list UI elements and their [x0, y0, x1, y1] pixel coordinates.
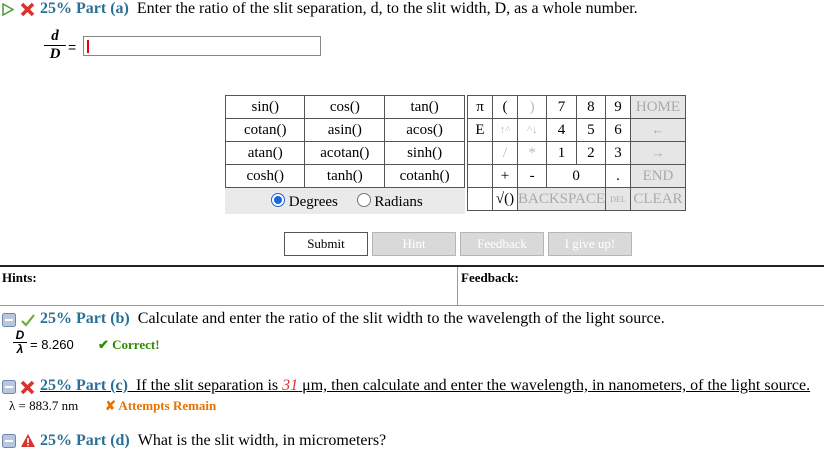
- function-row: [226, 96, 465, 119]
- feedback-button[interactable]: Feedback: [460, 232, 544, 256]
- submit-button[interactable]: Submit: [284, 232, 368, 256]
- part-d-label: Part (d): [76, 432, 130, 449]
- keypad: [467, 95, 686, 211]
- key-6[interactable]: 6: [605, 119, 630, 142]
- cosh-button[interactable]: cosh(): [226, 165, 305, 188]
- acos-button[interactable]: acos(): [385, 119, 465, 142]
- part-a-score: 25%: [40, 0, 72, 17]
- pi-key[interactable]: π: [468, 96, 493, 119]
- key-0[interactable]: 0: [547, 165, 606, 188]
- collapse-icon[interactable]: [2, 380, 16, 399]
- right-arrow-key[interactable]: →: [630, 142, 685, 165]
- frac-denominator: λ: [16, 342, 24, 356]
- part-c-value: 31: [282, 377, 299, 394]
- part-b-answer: = 8.260: [30, 337, 74, 352]
- part-c-answer: λ = 883.7 nm: [9, 398, 79, 413]
- plus-key[interactable]: +: [493, 165, 518, 188]
- part-b-score: 25%: [40, 310, 72, 327]
- panel-divider-top: [0, 265, 824, 267]
- tanh-button[interactable]: tanh(): [305, 165, 385, 188]
- equals-sign: =: [68, 39, 77, 55]
- up-arrow-key[interactable]: ↑^: [493, 119, 518, 142]
- part-d-score: 25%: [40, 432, 72, 449]
- collapse-icon[interactable]: [2, 434, 16, 453]
- right-paren-key[interactable]: ): [518, 96, 547, 119]
- sinh-button[interactable]: sinh(): [385, 142, 465, 165]
- key-3[interactable]: 3: [605, 142, 630, 165]
- warning-icon: [20, 433, 36, 453]
- key-5[interactable]: 5: [576, 119, 605, 142]
- cotan-button[interactable]: cotan(): [226, 119, 305, 142]
- acotan-button[interactable]: acotan(): [305, 142, 385, 165]
- part-b-prompt: Calculate and enter the ratio of the slit width to the wavelength of the light source.: [137, 310, 665, 327]
- blank-key: [468, 165, 493, 188]
- answer-input[interactable]: [83, 36, 321, 56]
- end-key[interactable]: END: [630, 165, 685, 188]
- part-a-header: [0, 0, 824, 20]
- panel-divider-vertical: [457, 267, 458, 305]
- part-b-fraction: [13, 329, 27, 356]
- left-paren-key[interactable]: (: [493, 96, 518, 119]
- feedback-label: Feedback:: [461, 270, 519, 285]
- blank-key: [468, 142, 493, 165]
- incorrect-x-icon: [20, 380, 35, 400]
- function-grid: [225, 95, 465, 188]
- part-a-fraction: [44, 28, 66, 63]
- sqrt-key[interactable]: √(): [493, 188, 518, 211]
- left-arrow-key[interactable]: ←: [630, 119, 685, 142]
- give-up-button[interactable]: I give up!: [548, 232, 632, 256]
- e-key[interactable]: E: [468, 119, 493, 142]
- part-c-prompt-start: If the slit separation is: [135, 377, 279, 394]
- key-1[interactable]: 1: [547, 142, 576, 165]
- hint-button[interactable]: Hint: [372, 232, 456, 256]
- radians-label: Radians: [374, 194, 423, 210]
- divide-key[interactable]: /: [493, 142, 518, 165]
- frac-numerator: d: [51, 28, 59, 44]
- cos-button[interactable]: cos(): [305, 96, 385, 119]
- asin-button[interactable]: asin(): [305, 119, 385, 142]
- atan-button[interactable]: atan(): [226, 142, 305, 165]
- home-key[interactable]: HOME: [630, 96, 685, 119]
- multiply-key[interactable]: *: [518, 142, 547, 165]
- part-a-label: Part (a): [76, 0, 129, 17]
- function-row: [226, 119, 465, 142]
- down-arrow-key[interactable]: ^↓: [518, 119, 547, 142]
- minus-key[interactable]: -: [518, 165, 547, 188]
- blank-key: [468, 188, 493, 211]
- function-row: [226, 165, 465, 188]
- backspace-key[interactable]: BACKSPACE: [518, 188, 606, 211]
- cotanh-button[interactable]: cotanh(): [385, 165, 465, 188]
- incorrect-x-icon: [20, 2, 35, 22]
- part-c-status: ✘ Attempts Remain: [105, 398, 217, 413]
- tan-button[interactable]: tan(): [385, 96, 465, 119]
- part-b-status: ✔ Correct!: [98, 337, 160, 352]
- clear-key[interactable]: CLEAR: [630, 188, 685, 211]
- key-9[interactable]: 9: [605, 96, 630, 119]
- play-icon[interactable]: [2, 3, 14, 21]
- part-a-prompt: Enter the ratio of the slit separation, d, to the slit width, D, as a whole number.: [136, 0, 638, 17]
- frac-numerator: D: [15, 328, 25, 342]
- function-row: [226, 142, 465, 165]
- degrees-radio[interactable]: [271, 193, 285, 207]
- key-4[interactable]: 4: [547, 119, 576, 142]
- part-c-score: 25%: [40, 377, 72, 394]
- decimal-key[interactable]: .: [605, 165, 630, 188]
- part-d-prompt: What is the slit width, in micrometers?: [137, 432, 387, 449]
- panel-divider-bottom: [0, 305, 824, 306]
- key-7[interactable]: 7: [547, 96, 576, 119]
- angle-mode: [271, 192, 423, 211]
- sin-button[interactable]: sin(): [226, 96, 305, 119]
- text-cursor: [87, 40, 89, 53]
- part-c-prompt-end: μm, then calculate and enter the wavelength, in nanometers, of the light source.: [302, 377, 811, 394]
- function-pad: [225, 95, 465, 214]
- key-2[interactable]: 2: [576, 142, 605, 165]
- part-c-label: Part (c): [76, 377, 128, 394]
- radians-radio[interactable]: [357, 193, 371, 207]
- frac-denominator: D: [49, 46, 61, 62]
- part-b-label: Part (b): [76, 310, 130, 327]
- degrees-label: Degrees: [288, 194, 338, 210]
- key-8[interactable]: 8: [576, 96, 605, 119]
- calculator: [225, 95, 695, 217]
- del-key[interactable]: DEL: [605, 188, 630, 211]
- hints-label: Hints:: [2, 270, 37, 285]
